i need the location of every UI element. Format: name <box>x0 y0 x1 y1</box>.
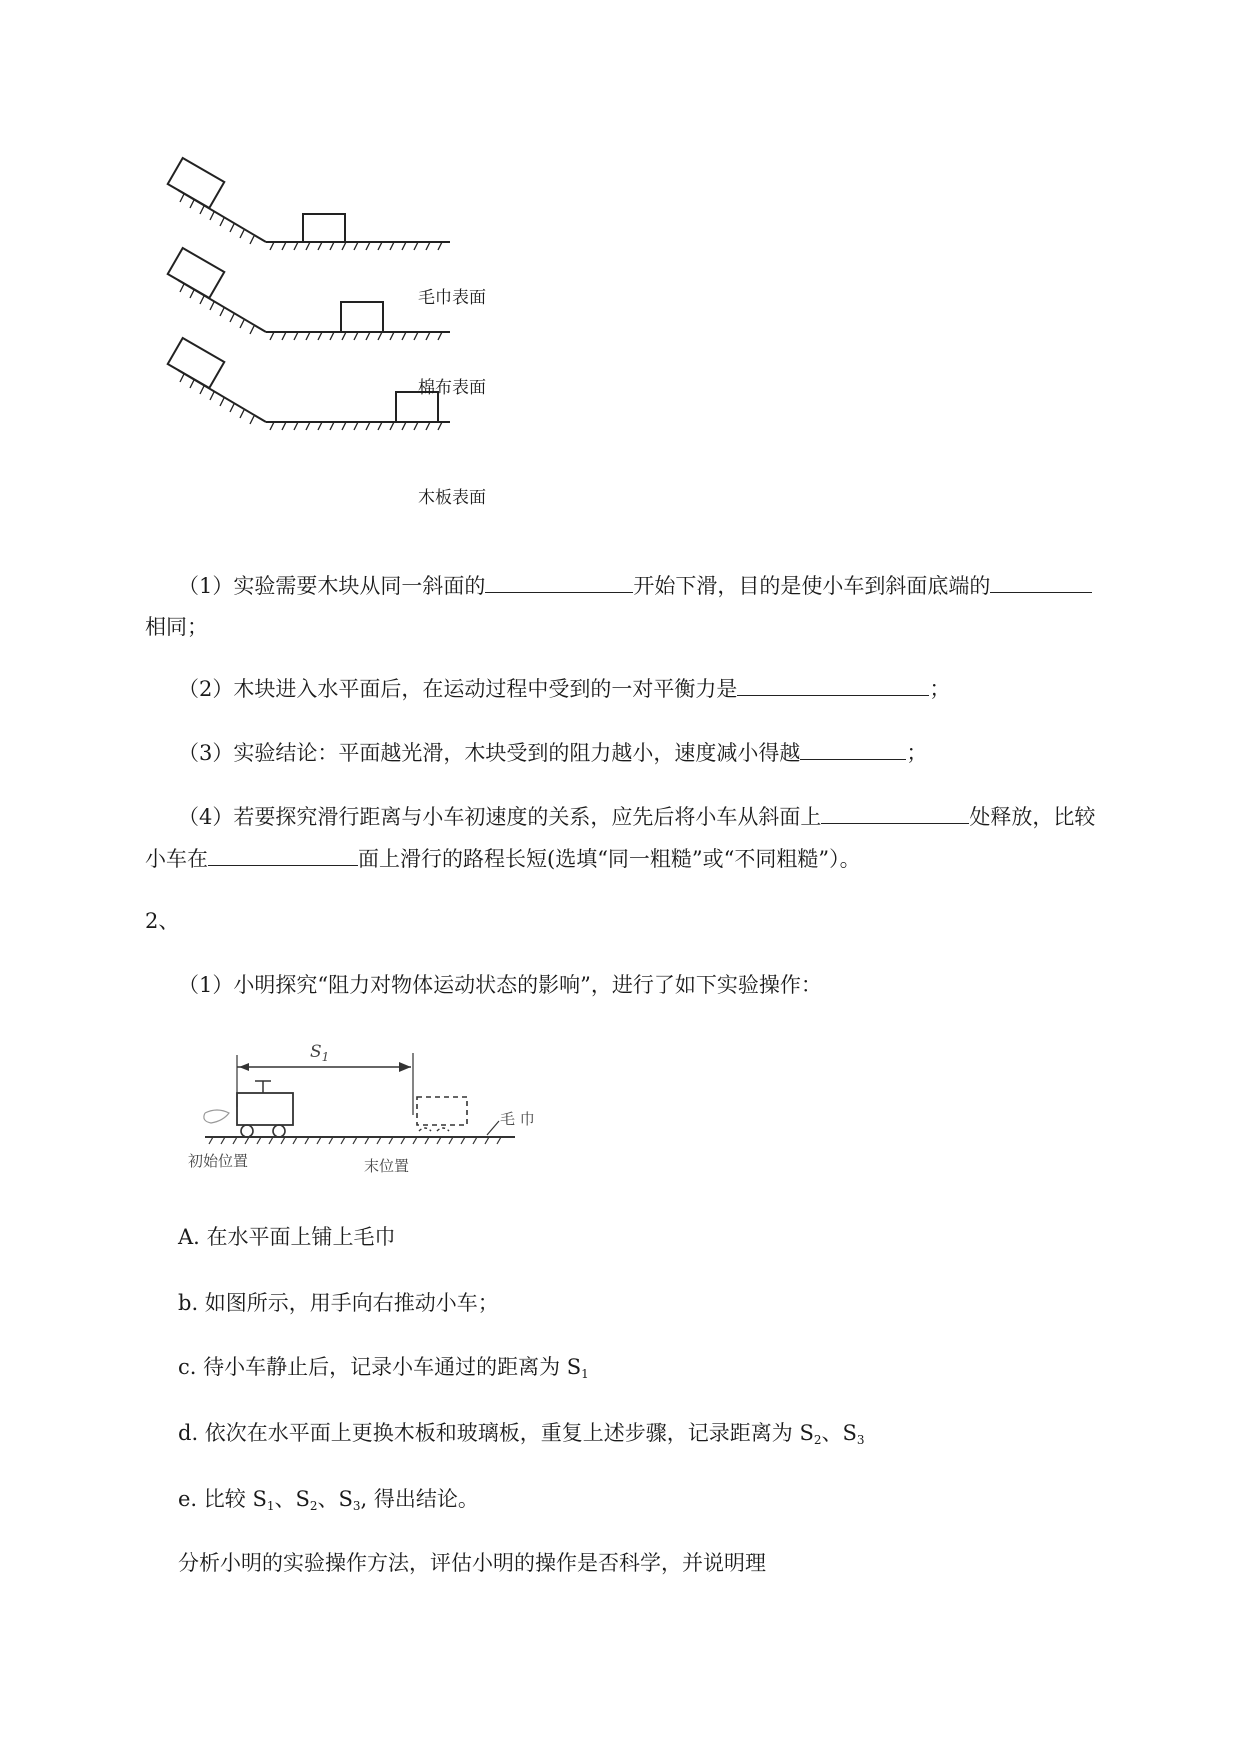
q1-part1-line1 <box>178 570 1092 601</box>
cart-start <box>237 1081 293 1137</box>
q1-part2-prefix: （2）木块进入水平面后，在运动过程中受到的一对平衡力是 <box>178 677 738 701</box>
step-d: d. 依次在水平面上更换木板和玻璃板，重复上述步骤，记录距离为 $S_2$、$S_3$ <box>178 1421 865 1447</box>
distance-label: $S_1$ <box>310 1042 330 1064</box>
incline-figure <box>150 150 510 510</box>
hand-icon <box>204 1110 229 1123</box>
label-towel-surface: 毛巾表面 <box>418 288 486 308</box>
q1-part4-mid: 处释放，比较 <box>969 805 1096 829</box>
q1-part1-mid: 开始下滑，目的是使小车到斜面底端的 <box>633 574 991 598</box>
analysis-prompt: 分析小明的实验操作方法，评估小明的操作是否科学，并说明理 <box>178 1551 766 1575</box>
q1-part1-prefix: （1）实验需要木块从同一斜面的 <box>178 574 486 598</box>
q1-part4-prefix: （4）若要探究滑行距离与小车初速度的关系，应先后将小车从斜面上 <box>178 805 822 829</box>
q1-part3 <box>178 737 927 768</box>
step-e: e. 比较 $S_1$、$S_2$、$S_3$, 得出结论。 <box>178 1487 479 1513</box>
step-c: c. 待小车静止后，记录小车通过的距离为 $S_1$ <box>178 1355 589 1381</box>
q1-part4-line2-suffix: 面上滑行的路程长短(选填“同一粗糙”或“不同粗糙”）。 <box>358 847 861 871</box>
incline-towel <box>168 158 450 250</box>
q1-part3-prefix: （3）实验结论：平面越光滑，木块受到的阻力越小，速度减小得越 <box>178 741 801 765</box>
q1-part4-line2 <box>145 843 861 874</box>
q2-intro: （1）小明探究“阻力对物体运动状态的影响”，进行了如下实验操作： <box>178 973 822 997</box>
cart-end <box>417 1097 467 1131</box>
q1-part1-blank2[interactable] <box>990 570 1092 593</box>
step-b: b. 如图所示，用手向右推动小车； <box>178 1291 499 1315</box>
q1-part4-blank2[interactable] <box>208 843 358 866</box>
q1-part4-line2-prefix: 小车在 <box>145 847 208 871</box>
q1-part2-suffix: ； <box>929 677 951 701</box>
step-a: A. 在水平面上铺上毛巾 <box>178 1225 396 1249</box>
q1-part1-line2: 相同； <box>145 615 208 639</box>
towel-label: 毛 巾 <box>500 1110 535 1128</box>
q1-part2 <box>178 673 950 704</box>
incline-cotton <box>168 248 450 340</box>
q1-part4-line1 <box>178 801 1095 832</box>
q1-part2-blank[interactable] <box>737 673 929 696</box>
q1-part1-blank1[interactable] <box>485 570 633 593</box>
end-position-label: 末位置 <box>364 1157 410 1175</box>
incline-wood <box>168 338 450 430</box>
q1-part4-blank1[interactable] <box>821 801 969 824</box>
label-wood-surface: 木板表面 <box>418 488 486 508</box>
start-position-label: 初始位置 <box>188 1152 249 1170</box>
label-cotton-surface: 棉布表面 <box>418 378 486 398</box>
q2-number: 2、 <box>145 909 180 933</box>
q1-part3-suffix: ； <box>906 741 928 765</box>
q1-part3-blank[interactable] <box>800 737 906 760</box>
